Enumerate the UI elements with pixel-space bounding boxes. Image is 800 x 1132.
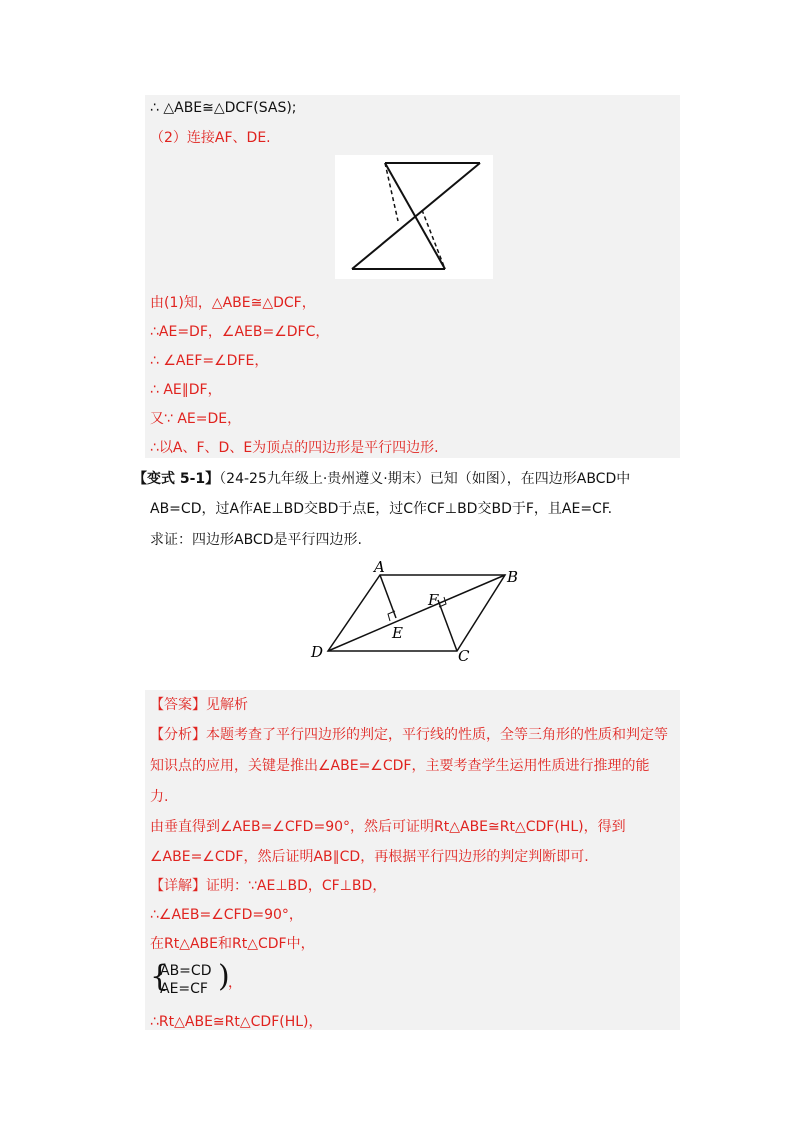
fig2-label-d: D [311,643,324,661]
analysis-line-1: 【分析】本题考查了平行四边形的判定，平行线的性质，全等三角形的性质和判定等 [150,727,668,743]
fig2-label-f: F [428,591,439,609]
problem-tag: 【变式 5-1】 [133,471,220,487]
detail-line-4: ∴Rt△ABE≅Rt△CDF(HL)， [150,1014,323,1030]
proof-line-5: ∴ ∠AEF=∠DFE， [150,353,269,369]
detail-line-2: ∴∠AEB=∠CFD=90°， [150,907,303,923]
proof-line-1: ∴ △ABE≅△DCF(SAS); [150,100,297,116]
system-tail: ， [228,975,242,991]
proof-line-3: 由(1)知，△ABE≅△DCF， [150,295,316,311]
problem-header [133,469,630,489]
fig2-label-c: C [458,647,470,665]
problem-source: （24-25九年级上·贵州遵义·期末）已知（如图），在四边形ABCD中 [219,471,631,487]
fig2-label-a: A [374,558,385,576]
proof-line-4: ∴AE=DF，∠AEB=∠DFC， [150,324,330,340]
analysis-line-5: ∠ABE=∠CDF，然后证明AB∥CD，再根据平行四边形的判定判断即可. [150,849,589,865]
system-eq-2: AE=CF [160,981,208,997]
detail-line-1: 【详解】证明：∵AE⊥BD，CF⊥BD， [150,878,387,894]
detail-line-3: 在Rt△ABE和Rt△CDF中， [150,936,315,952]
proof-line-7: 又∵ AE=DE， [150,411,242,427]
figure-2 [305,558,535,666]
problem-line-2: AB=CD，过A作AE⊥BD交BD于点E，过C作CF⊥BD交BD于F，且AE=CF. [150,501,613,517]
proof-line-2: （2）连接AF、DE. [150,130,271,146]
analysis-line-2: 知识点的应用，关键是推出∠ABE=∠CDF，主要考查学生运用性质进行推理的能 [150,758,650,774]
analysis-line-3: 力. [150,789,169,805]
proof-line-8: ∴以A、F、D、E为顶点的四边形是平行四边形. [150,440,439,456]
answer-line: 【答案】见解析 [150,697,248,713]
analysis-line-4: 由垂直得到∠AEB=∠CFD=90°，然后可证明Rt△ABE≅Rt△CDF(HL)，得到 [150,819,626,835]
fig2-label-b: B [507,568,519,586]
problem-line-3: 求证：四边形ABCD是平行四边形. [150,532,362,548]
figure-1 [335,155,493,279]
proof-line-6: ∴ AE∥DF， [150,382,222,398]
fig2-label-e: E [392,624,403,642]
system-eq-1: AB=CD [160,963,212,979]
